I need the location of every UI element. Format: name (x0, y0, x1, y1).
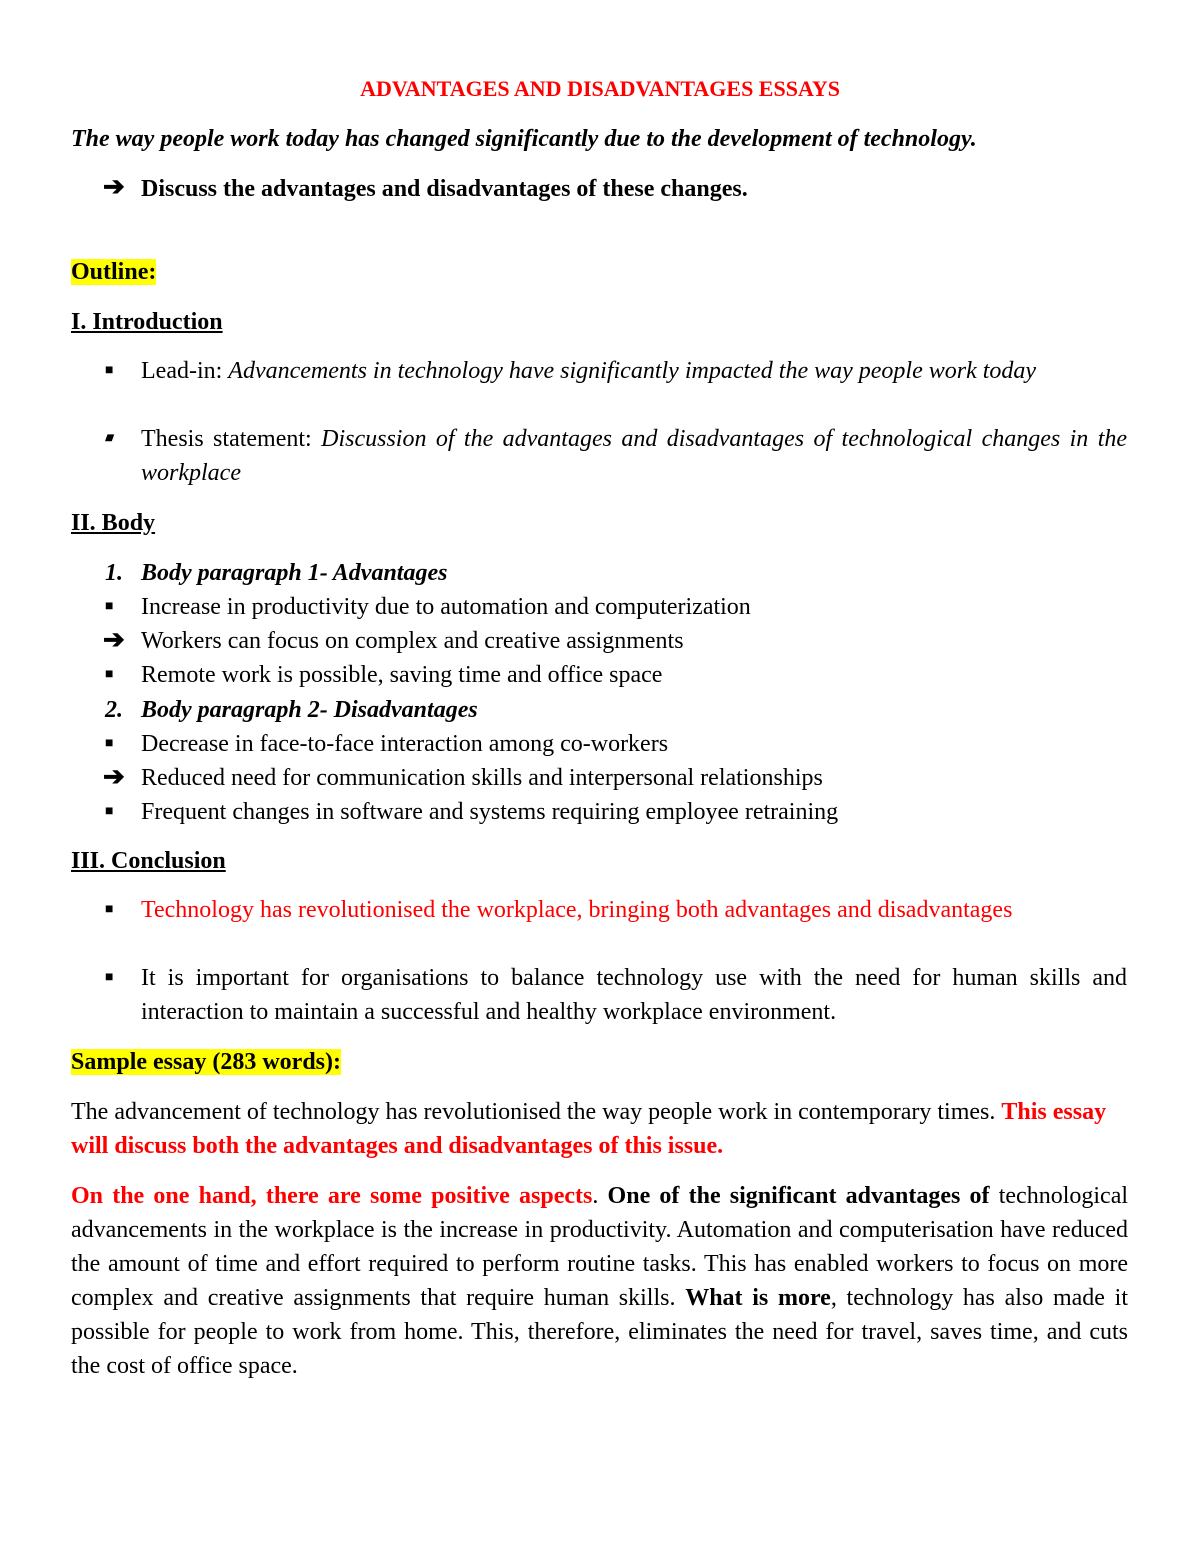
conclusion-heading: III. Conclusion (71, 848, 226, 874)
outline-label-wrap (71, 255, 156, 289)
essay-signpost: What is more (685, 1285, 831, 1311)
body-p2-title: Body paragraph 2- Disadvantages (141, 697, 478, 723)
thesis-text: Discussion of the advantages and disadvantages of technological changes in the workplace (141, 426, 1128, 486)
square-bullet-icon: ■ (105, 736, 114, 751)
square-bullet-icon: ■ (105, 804, 114, 819)
essay-signpost: One of the significant advantages of (607, 1183, 990, 1209)
square-bullet-icon: ■ (102, 431, 117, 446)
right-arrow-icon: ➔ (103, 172, 125, 201)
leadin-label: Lead-in: (141, 358, 229, 384)
essay-thesis: This essay will discuss both the advantages and disadvantages of this issue. (71, 1099, 1107, 1159)
intro-thesis (141, 422, 1127, 490)
essay-prompt: The way people work today has changed significantly due to the development of technology. (71, 126, 977, 152)
outline-label: Outline: (71, 259, 157, 285)
intro-leadin (141, 354, 1127, 388)
list-item: Decrease in face-to-face interaction among co-workers (141, 731, 669, 757)
thesis-label: Thesis statement: (141, 426, 322, 452)
essay-p1-text: The advancement of technology has revolutionised the way people work in contemporary times. (71, 1099, 1002, 1125)
leadin-text: Advancements in technology have significantly impacted the way people work today (228, 358, 1037, 384)
essay-paragraph-2 (71, 1179, 1128, 1383)
square-bullet-icon: ■ (105, 667, 114, 682)
list-item: Workers can focus on complex and creative assignments (141, 628, 684, 654)
body-p1-title: Body paragraph 1- Advantages (141, 560, 448, 586)
essay-text: , technology has also made it possible for people to work from home. This, therefore, eliminates the need for travel, saves time, and cuts the cost of office space. (71, 1285, 1128, 1379)
sample-label-wrap (71, 1045, 341, 1079)
essay-text: technological advancements in the workplace is the increase in productivity. Automation and computerisation have reduced the amount of time and effort required to perform routine tasks. This has enabled workers to focus on more complex and creative assignments that require human skills. (71, 1183, 1129, 1311)
intro-heading: I. Introduction (71, 309, 223, 335)
document-title: ADVANTAGES AND DISADVANTAGES ESSAYS (360, 76, 840, 101)
essay-text: . (592, 1183, 608, 1209)
square-bullet-icon: ■ (105, 599, 114, 614)
list-item: Reduced need for communication skills and interpersonal relationships (141, 765, 823, 791)
list-item: Frequent changes in software and systems requiring employee retraining (141, 799, 839, 825)
conclusion-item: Technology has revolutionised the workplace, bringing both advantages and disadvantages (141, 897, 1013, 923)
square-bullet-icon: ■ (105, 363, 114, 378)
list-item: Remote work is possible, saving time and office space (141, 662, 663, 688)
body-p1-number: 1. (105, 560, 123, 586)
essay-topic-sentence: On the one hand, there are some positive aspects (71, 1183, 593, 1209)
essay-paragraph-1 (71, 1095, 1128, 1163)
body-p2-number: 2. (105, 697, 123, 723)
right-arrow-icon: ➔ (103, 762, 125, 791)
list-item: Increase in productivity due to automation and computerization (141, 594, 751, 620)
conclusion-item: It is important for organisations to balance technology use with the need for human skills and interaction to maintain a successful and healthy workplace environment. (141, 965, 1127, 1025)
body-heading: II. Body (71, 510, 156, 536)
essay-task: Discuss the advantages and disadvantages of these changes. (141, 176, 748, 202)
square-bullet-icon: ■ (105, 902, 114, 917)
right-arrow-icon: ➔ (103, 625, 125, 654)
sample-essay-label: Sample essay (283 words): (71, 1049, 341, 1075)
square-bullet-icon: ■ (105, 970, 114, 985)
